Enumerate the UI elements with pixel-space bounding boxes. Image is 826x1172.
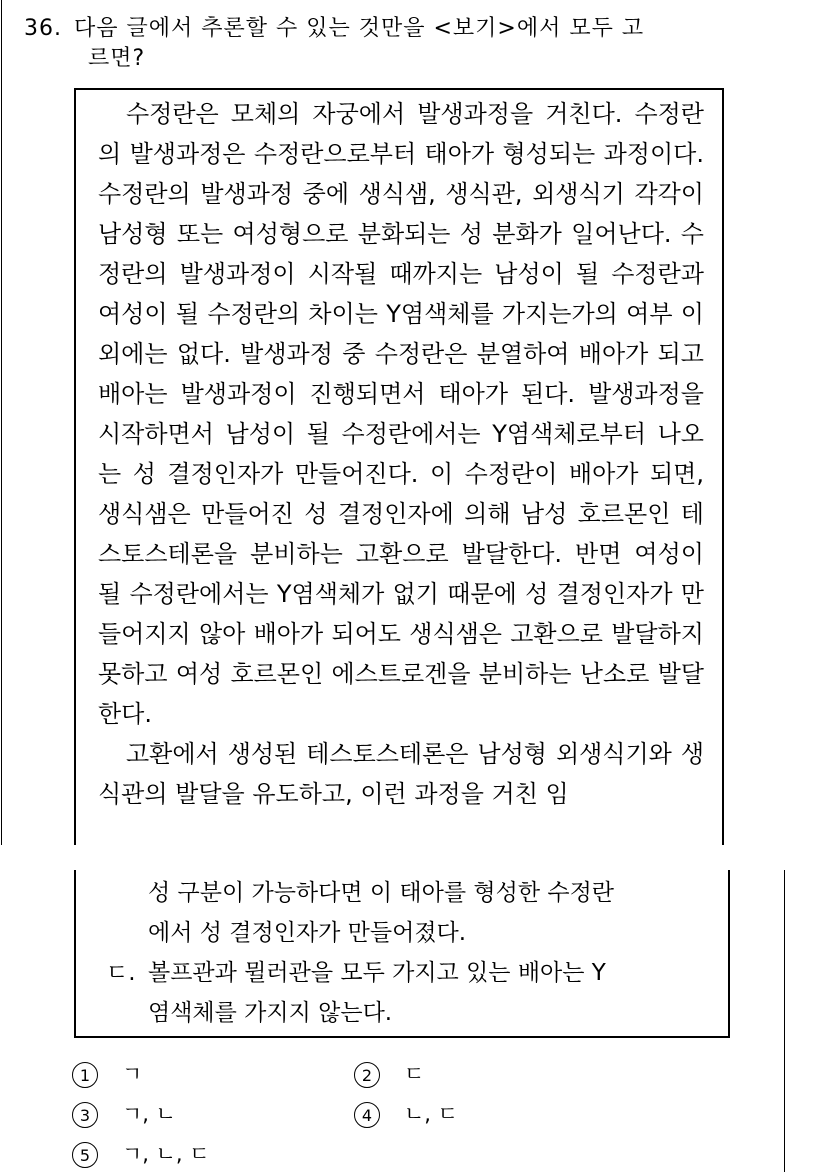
choice-number-circle: 4 <box>354 1102 380 1128</box>
choice-number-circle: 3 <box>72 1102 98 1128</box>
passage-paragraph: 고환에서 생성된 테스토스테론은 남성형 외생식기와 생식관의 발달을 유도하고, 이런 과정을 거친 임 <box>98 740 704 808</box>
choice-label: ㄷ <box>404 1062 425 1086</box>
column-divider-line <box>784 870 785 1172</box>
bogi-item-continued: 염색체를 가지지 않는다. <box>148 1000 393 1026</box>
question-text: 다음 글에서 추론할 수 있는 것만을 <보기>에서 모두 고 <box>74 16 645 41</box>
question-text-continued: 르면? <box>88 46 146 71</box>
choice-label: ㄱ, ㄴ, ㄷ <box>122 1142 210 1166</box>
page-edge-line <box>1 0 2 845</box>
bogi-item-continued: 성 구분이 가능하다면 이 태아를 형성한 수정란 <box>148 880 615 906</box>
answer-choice-3[interactable] <box>72 1099 176 1129</box>
bogi-item-c <box>106 953 606 993</box>
bogi-item-continued: 에서 성 결정인자가 만들어졌다. <box>148 920 467 946</box>
choice-label: ㄱ, ㄴ <box>122 1102 176 1126</box>
answer-choice-2[interactable] <box>354 1059 424 1089</box>
choice-number-circle: 2 <box>354 1062 380 1088</box>
answer-choice-4[interactable] <box>354 1099 458 1129</box>
passage-paragraph: 수정란은 모체의 자궁에서 발생과정을 거친다. 수정란의 발생과정은 수정란으로부터 태아가 형성되는 과정이다. 수정란의 발생과정 중에 생식샘, 생식관, 외생식기 각각이 남성형 또는 여성형으로 분화되는 성 분화가 일어난다. 수정란의 발생과정이 시작될 때까지는 남성이 될 수정란과 여성이 될 수정란의 차이는 Y염색체를 가지는가의 여부 이외에는 없다. 발생과정 중 수정란은 분열하여 배아가 되고 배아는 발생과정이 진행되면서 태아가 된다. 발생과정을 시작하면서 남성이 될 수정란에서는 Y염색체로부터 나오는 성 결정인자가 만들어진다. 이 수정란이 배아가 되면, 생식샘은 만들어진 성 결정인자에 의해 남성 호르몬인 테스토스테론을 분비하는 고환으로 발달한다. 반면 여성이 될 수정란에서는 Y염색체가 없기 때문에 성 결정인자가 만들어지지 않아 배아가 되어도 생식샘은 고환으로 발달하지 못하고 여성 호르몬인 에스트로겐을 분비하는 난소로 발달한다. <box>98 100 704 728</box>
choice-label: ㄱ <box>122 1062 143 1086</box>
question-number: 36. <box>24 16 62 41</box>
bogi-item-text: 볼프관과 뮐러관을 모두 가지고 있는 배아는 Y <box>148 960 606 986</box>
passage-text <box>98 94 704 814</box>
answer-choice-5[interactable] <box>72 1139 210 1169</box>
choice-label: ㄴ, ㄷ <box>404 1102 458 1126</box>
choice-number-circle: 5 <box>72 1142 98 1168</box>
passage-box <box>74 88 724 845</box>
bogi-box <box>74 870 730 1038</box>
answer-choice-1[interactable] <box>72 1059 142 1089</box>
choice-number-circle: 1 <box>72 1062 98 1088</box>
bogi-item-marker: ㄷ. <box>106 960 136 986</box>
